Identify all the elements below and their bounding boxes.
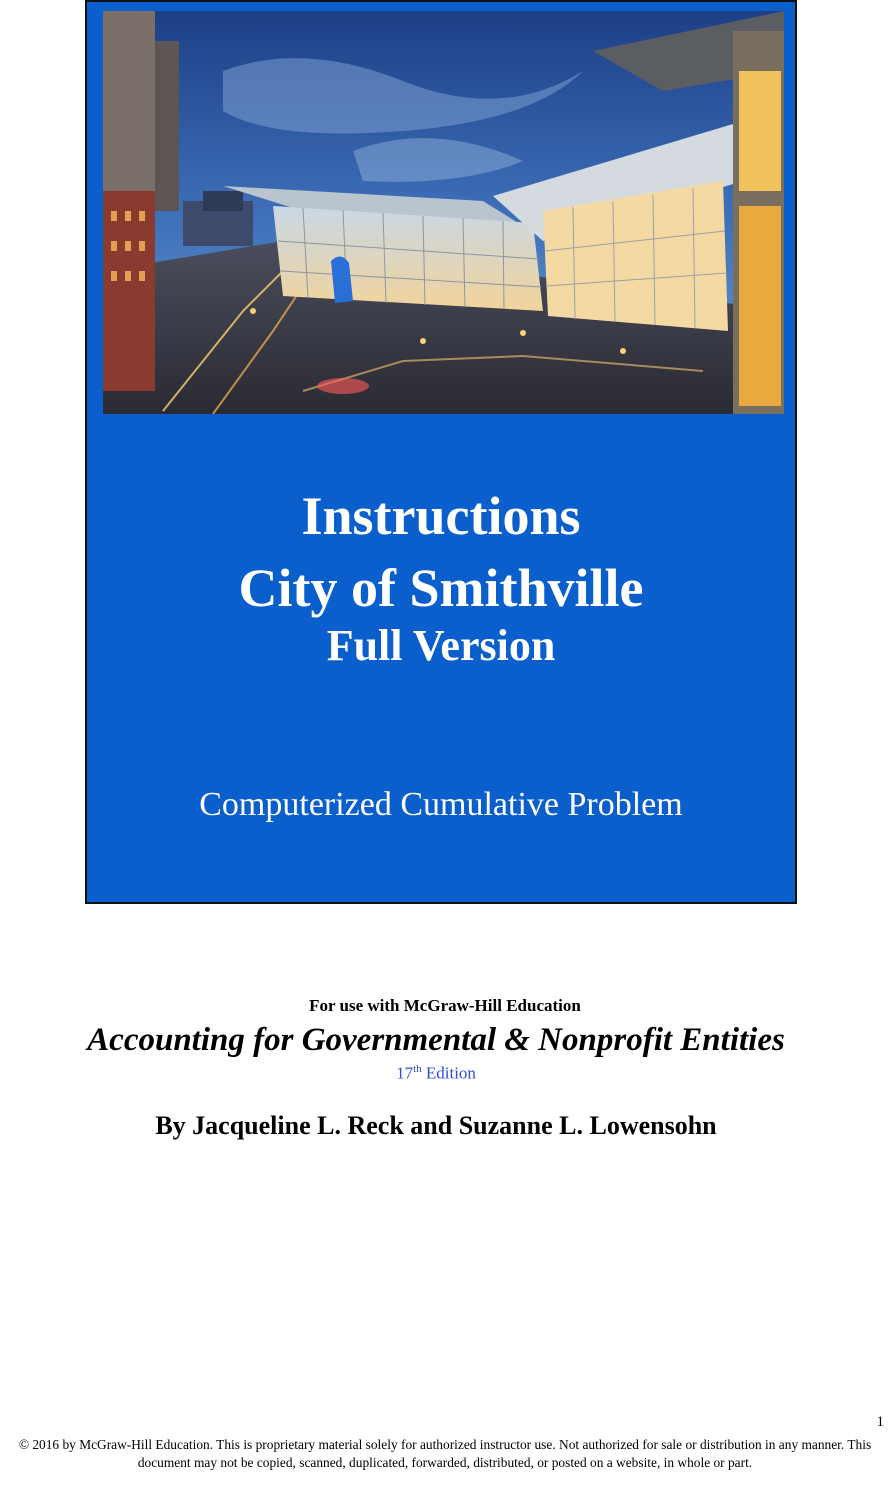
cover-title-instructions: Instructions: [301, 486, 581, 546]
edition-word: Edition: [421, 1063, 476, 1083]
edition-line: [0, 1063, 872, 1084]
for-use-line: For use with McGraw-Hill Education: [309, 996, 581, 1015]
cover-subtitle: Computerized Cumulative Problem: [199, 786, 683, 823]
edition-number: 17: [396, 1063, 414, 1083]
cover-panel: [85, 0, 797, 904]
page-number: 1: [876, 1414, 884, 1430]
edition-suffix: th: [413, 1063, 422, 1075]
book-title: Accounting for Governmental & Nonprofit Entities: [87, 1022, 785, 1058]
cover-photo-convention-center: [103, 11, 784, 414]
authors-line: By Jacqueline L. Reck and Suzanne L. Lowensohn: [155, 1111, 717, 1140]
copyright-notice: © 2016 by McGraw-Hill Education. This is proprietary material solely for authorized instructor use. Not authorized for sale or distribution in any manner. This document may not be copied, scanned, duplicated, forwarded, distributed, or posted on a website, in whole or part.: [18, 1437, 872, 1470]
cover-title-city: City of Smithville: [238, 558, 644, 618]
cover-title-version: Full Version: [326, 621, 556, 670]
